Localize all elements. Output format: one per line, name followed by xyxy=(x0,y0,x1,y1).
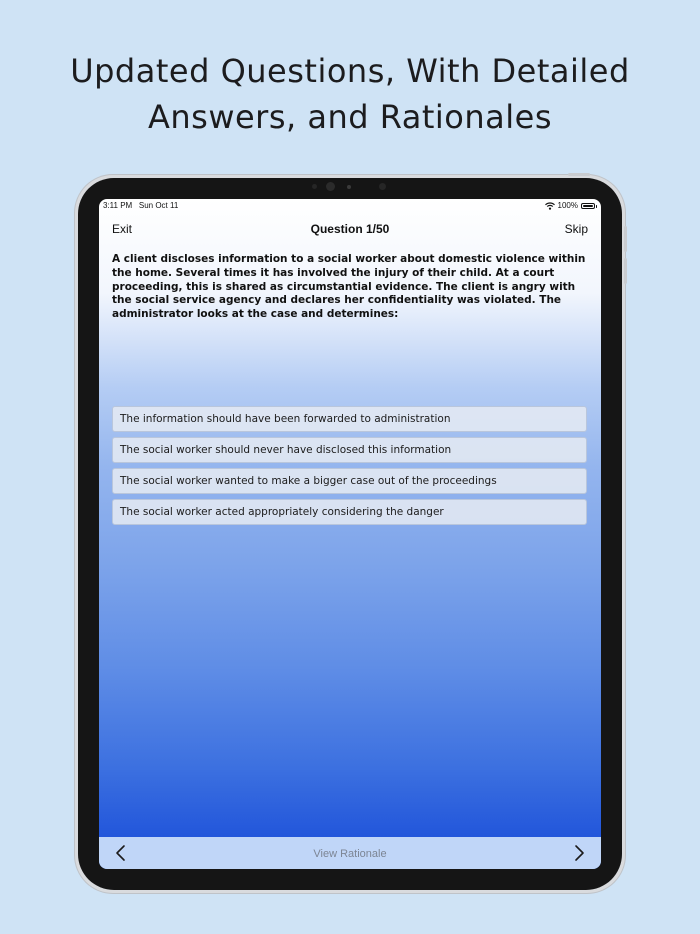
status-date: Sun Oct 11 xyxy=(138,201,179,210)
power-button xyxy=(568,173,590,176)
exit-button[interactable]: Exit xyxy=(112,222,133,236)
skip-button[interactable]: Skip xyxy=(564,222,588,236)
question-text: A client discloses information to a social worker about domestic violence within the home. Several times it has involved the injury of their child. At a court proceeding, this is shared as circumstantial evidence. The client is angry with the social service agency and declares her confidentiality was violated. The administrator looks at the case and determines: xyxy=(112,253,586,321)
answer-option-b[interactable]: The social worker should never have disclosed this information xyxy=(112,437,587,463)
headline xyxy=(0,48,700,140)
view-rationale-button[interactable]: View Rationale xyxy=(313,848,387,860)
nav-bar xyxy=(99,219,601,239)
volume-down-button xyxy=(624,258,627,284)
answer-option-d[interactable]: The social worker acted appropriately considering the danger xyxy=(112,499,587,525)
sensor-dot-right xyxy=(379,183,386,190)
headline-line-2: Answers, and Rationales xyxy=(147,98,553,136)
status-time: 3:11 PM xyxy=(103,201,133,210)
front-camera-icon xyxy=(326,182,335,191)
sensor-dot-left xyxy=(312,184,317,189)
bottom-toolbar xyxy=(99,837,601,869)
answer-option-c[interactable]: The social worker wanted to make a bigger case out of the proceedings xyxy=(112,468,587,494)
wifi-icon xyxy=(545,202,555,210)
sensor-dot-center xyxy=(347,185,351,189)
status-time-date xyxy=(103,201,178,210)
volume-up-button xyxy=(624,226,627,252)
status-bar xyxy=(99,199,601,213)
answer-option-a[interactable]: The information should have been forwarded to administration xyxy=(112,406,587,432)
status-indicators xyxy=(545,201,595,210)
ipad-screen xyxy=(99,199,601,869)
chevron-right-icon[interactable] xyxy=(571,844,587,862)
question-counter-title: Question 1/50 xyxy=(310,222,390,236)
answer-options xyxy=(112,406,587,530)
headline-line-1: Updated Questions, With Detailed xyxy=(70,52,630,90)
battery-icon xyxy=(581,203,595,209)
battery-percent: 100% xyxy=(557,201,578,210)
